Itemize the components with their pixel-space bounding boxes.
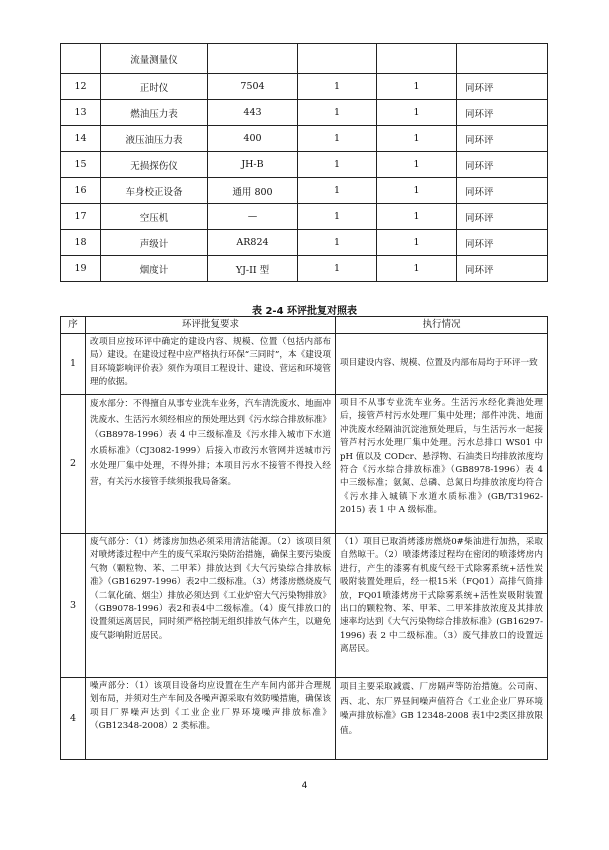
review-row	[61, 678, 548, 760]
header-no: 序	[61, 317, 86, 334]
equipment-row	[61, 204, 548, 230]
equipment-note: 同环评	[457, 204, 548, 230]
equipment-no: 17	[61, 204, 101, 230]
equipment-qty-design: 1	[298, 256, 377, 282]
equipment-name: 空压机	[101, 204, 208, 230]
row-execution: （1）项目已取消烤漆房燃烧0#柴油进行加热，采取自然晾干。（2）喷漆烤漆过程均在密闭的喷漆烤房内进行，产生的漆雾有机废气经干式除雾系统+活性炭吸附装置处理后，经一根15米（FQ01）高排气筒排放，FQ01喷漆烤房干式除雾系统+活性炭吸附装置出口的颗粒物、苯、甲苯、二甲苯排放浓度及其排放速率均达到《大气污染物综合排放标准》(GB16297-1996) 表 2 中二级标准。（3）废气排放口的设置远离居民。	[336, 534, 548, 678]
page-number: 4	[301, 781, 308, 791]
equipment-model: JH-B	[208, 152, 298, 178]
equipment-row	[61, 230, 548, 256]
equipment-name: 液压油压力表	[101, 126, 208, 152]
equipment-note: 同环评	[457, 152, 548, 178]
equipment-model: 400	[208, 126, 298, 152]
equipment-no: 12	[61, 74, 101, 100]
equipment-qty-design: 1	[298, 126, 377, 152]
equipment-name: 声级计	[101, 230, 208, 256]
table-caption: 表 2-4 环评批复对照表	[251, 306, 358, 317]
equipment-note: 同环评	[457, 74, 548, 100]
row-requirement: 改项目应按环评中确定的建设内容、规模、位置（包括内部布局）建设。在建设过程中应严格执行环保“三同时”，本《建设项目环境影响评价表》须作为项目工程设计、建设、营运和环境管理的依据。	[86, 334, 336, 395]
equipment-qty-design: 1	[298, 74, 377, 100]
equipment-row	[61, 74, 548, 100]
equipment-qty-actual: 1	[377, 256, 457, 282]
equipment-note: 同环评	[457, 126, 548, 152]
equipment-model: YJ-II 型	[208, 256, 298, 282]
equipment-qty-actual: 1	[377, 230, 457, 256]
row-requirement: 废水部分：不得擅自从事专业洗车业务，汽车清洗废水、地面冲洗废水、生活污水须经相应的预处理达到《污水综合排放标准》（GB8978-1996）表 4 中三级标准及《污水排入城市下水道水质标准》（CJ3082-1999）后接入市政污水管网并送城市污水处理厂集中处理，不得外排；本项目污水不接管不得投入经营，有关污水接管手续须报我局备案。	[86, 395, 336, 534]
review-row	[61, 395, 548, 534]
equipment-name: 流量测量仪	[101, 44, 208, 74]
equipment-row	[61, 178, 548, 204]
row-no: 4	[61, 678, 86, 760]
row-execution: 项目建设内容、规模、位置及内部布局均于环评一致	[336, 334, 548, 395]
row-requirement: 噪声部分：（1）该项目设备均应设置在生产车间内部并合理规划布局，并须对生产车间及各噪声源采取有效防噪措施，确保该项目厂界噪声达到《工业企业厂界环境噪声排放标准》（GB12348-2008）2 类标准。	[86, 678, 336, 760]
equipment-model: AR824	[208, 230, 298, 256]
equipment-name: 正时仪	[101, 74, 208, 100]
equipment-qty-actual: 1	[377, 178, 457, 204]
equipment-row	[61, 126, 548, 152]
equipment-note: 同环评	[457, 100, 548, 126]
equipment-row	[61, 256, 548, 282]
row-no: 2	[61, 395, 86, 534]
equipment-qty-design: 1	[298, 230, 377, 256]
equipment-qty-actual: 1	[377, 74, 457, 100]
equipment-table	[60, 43, 548, 282]
equipment-no: 13	[61, 100, 101, 126]
equipment-qty-design: 1	[298, 152, 377, 178]
equipment-note: 同环评	[457, 230, 548, 256]
review-row	[61, 534, 548, 678]
row-no: 3	[61, 534, 86, 678]
header-execution: 执行情况	[336, 317, 548, 334]
row-no: 1	[61, 334, 86, 395]
equipment-model: 7504	[208, 74, 298, 100]
row-execution: 项目主要采取减震、厂房隔声等防治措施。公司南、西、北、东厂界昼间噪声值符合《工业企业厂界环境噪声排放标准》GB 12348-2008 表1中2类区排放限值。	[336, 678, 548, 760]
equipment-no: 16	[61, 178, 101, 204]
equipment-qty-actual: 1	[377, 152, 457, 178]
equipment-no: 18	[61, 230, 101, 256]
equipment-no: 15	[61, 152, 101, 178]
equipment-qty-actual: 1	[377, 126, 457, 152]
equipment-name: 燃油压力表	[101, 100, 208, 126]
equipment-qty-design: 1	[298, 204, 377, 230]
equipment-model: —	[208, 204, 298, 230]
equipment-qty-actual: 1	[377, 100, 457, 126]
equipment-name: 烟度计	[101, 256, 208, 282]
row-execution: 项目不从事专业洗车业务。生活污水经化粪池处理后，接管芦村污水处理厂集中处理；部件冲洗、地面冲洗废水经隔油沉淀池预处理后，与生活污水一起接管芦村污水处理厂集中处理。污水总排口 WS01 中 pH 值以及 CODcr、悬浮物、石油类日均排放浓度均符合《污水综合排放标准》（GB8978-1996）表 4 中三级标准；氨氮、总磷、总氮日均排放浓度均符合《污水排入城镇下水道水质标准》(GB/T31962-2015) 表 1 中 A 级标准。	[336, 395, 548, 534]
review-header-row	[61, 317, 548, 334]
header-requirement: 环评批复要求	[86, 317, 336, 334]
equipment-name: 车身校正设备	[101, 178, 208, 204]
equipment-qty-design: 1	[298, 178, 377, 204]
equipment-qty-actual: 1	[377, 204, 457, 230]
review-comparison-table	[60, 316, 548, 760]
equipment-row	[61, 100, 548, 126]
equipment-model: 通用 800	[208, 178, 298, 204]
equipment-note: 同环评	[457, 256, 548, 282]
equipment-note: 同环评	[457, 178, 548, 204]
equipment-no: 14	[61, 126, 101, 152]
equipment-qty-design: 1	[298, 100, 377, 126]
equipment-name: 无损探伤仪	[101, 152, 208, 178]
equipment-no: 19	[61, 256, 101, 282]
equipment-row-partial	[61, 44, 548, 74]
equipment-row	[61, 152, 548, 178]
equipment-model: 443	[208, 100, 298, 126]
row-requirement: 废气部分：（1）烤漆房加热必须采用清洁能源。（2）该项目须对喷烤漆过程中产生的废气采取污染防治措施，确保主要污染废气物（颗粒物、苯、二甲苯）排放达到《大气污染综合排放标准》（GB16297-1996）表2中二级标准。（3）烤漆房燃烧废气（二氧化硫、烟尘）排放必须达到《工业炉窑大气污染物排放》（GB9078-1996）表2和表4中二级标准。（4）废气排放口的设置须远离居民，同时须严格控制无组织排放气体产生，以避免废气影响附近居民。	[86, 534, 336, 678]
review-row	[61, 334, 548, 395]
